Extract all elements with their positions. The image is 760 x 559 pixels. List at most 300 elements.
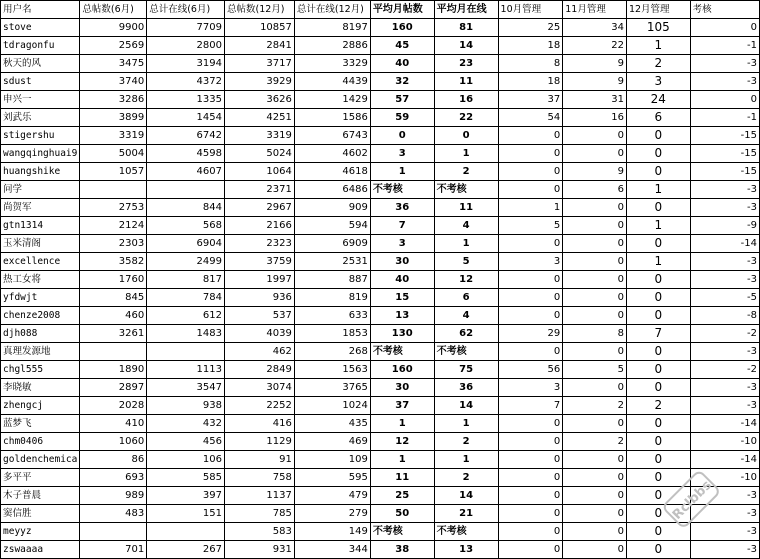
- cell-december-management[interactable]: 1: [626, 37, 690, 55]
- cell-avg-monthly-posts[interactable]: 160: [370, 361, 434, 379]
- cell-posts-june[interactable]: 693: [80, 469, 147, 487]
- cell-online-december[interactable]: 1563: [294, 361, 370, 379]
- cell-november-management[interactable]: 9: [563, 73, 627, 91]
- cell-posts-december[interactable]: 4251: [225, 109, 295, 127]
- cell-avg-monthly-posts[interactable]: 36: [370, 199, 434, 217]
- cell-avg-monthly-posts[interactable]: 不考核: [370, 523, 434, 541]
- cell-december-management[interactable]: 24: [626, 91, 690, 109]
- cell-avg-monthly-online[interactable]: 36: [434, 379, 498, 397]
- cell-online-june[interactable]: 151: [147, 505, 225, 523]
- cell-november-management[interactable]: 9: [563, 163, 627, 181]
- cell-october-management[interactable]: 29: [498, 325, 563, 343]
- cell-assessment[interactable]: -15: [690, 127, 759, 145]
- header-posts-december[interactable]: 总帖数(12月): [225, 1, 295, 19]
- cell-posts-december[interactable]: 2252: [225, 397, 295, 415]
- cell-posts-december[interactable]: 3074: [225, 379, 295, 397]
- cell-october-management[interactable]: 0: [498, 451, 563, 469]
- cell-october-management[interactable]: 0: [498, 505, 563, 523]
- cell-posts-june[interactable]: 3740: [80, 73, 147, 91]
- cell-avg-monthly-online[interactable]: 6: [434, 289, 498, 307]
- cell-avg-monthly-online[interactable]: 不考核: [434, 343, 498, 361]
- cell-online-june[interactable]: 938: [147, 397, 225, 415]
- cell-username[interactable]: 刘武乐: [1, 109, 80, 127]
- cell-posts-june[interactable]: 460: [80, 307, 147, 325]
- cell-avg-monthly-posts[interactable]: 160: [370, 19, 434, 37]
- cell-avg-monthly-posts[interactable]: 13: [370, 307, 434, 325]
- cell-december-management[interactable]: 0: [626, 505, 690, 523]
- header-assessment[interactable]: 考核: [690, 1, 759, 19]
- cell-posts-june[interactable]: 845: [80, 289, 147, 307]
- cell-posts-december[interactable]: 2849: [225, 361, 295, 379]
- cell-november-management[interactable]: 0: [563, 379, 627, 397]
- cell-posts-june[interactable]: 2897: [80, 379, 147, 397]
- cell-online-june[interactable]: 568: [147, 217, 225, 235]
- cell-posts-june[interactable]: 2753: [80, 199, 147, 217]
- cell-username[interactable]: chgl555: [1, 361, 80, 379]
- cell-posts-june[interactable]: 2303: [80, 235, 147, 253]
- cell-avg-monthly-online[interactable]: 23: [434, 55, 498, 73]
- cell-online-june[interactable]: 106: [147, 451, 225, 469]
- cell-assessment[interactable]: -8: [690, 307, 759, 325]
- cell-username[interactable]: djh088: [1, 325, 80, 343]
- cell-online-june[interactable]: 7709: [147, 19, 225, 37]
- cell-october-management[interactable]: 56: [498, 361, 563, 379]
- cell-avg-monthly-online[interactable]: 11: [434, 199, 498, 217]
- cell-posts-june[interactable]: [80, 343, 147, 361]
- cell-avg-monthly-posts[interactable]: 57: [370, 91, 434, 109]
- cell-october-management[interactable]: 0: [498, 271, 563, 289]
- cell-posts-december[interactable]: 91: [225, 451, 295, 469]
- cell-online-june[interactable]: 456: [147, 433, 225, 451]
- cell-assessment[interactable]: -3: [690, 379, 759, 397]
- cell-december-management[interactable]: 0: [626, 433, 690, 451]
- cell-december-management[interactable]: 0: [626, 469, 690, 487]
- cell-october-management[interactable]: 5: [498, 217, 563, 235]
- cell-online-december[interactable]: 344: [294, 541, 370, 559]
- cell-avg-monthly-online[interactable]: 12: [434, 271, 498, 289]
- cell-avg-monthly-online[interactable]: 1: [434, 235, 498, 253]
- cell-username[interactable]: 申兴一: [1, 91, 80, 109]
- cell-online-december[interactable]: 595: [294, 469, 370, 487]
- cell-posts-june[interactable]: 483: [80, 505, 147, 523]
- cell-avg-monthly-posts[interactable]: 25: [370, 487, 434, 505]
- cell-avg-monthly-online[interactable]: 81: [434, 19, 498, 37]
- cell-avg-monthly-posts[interactable]: 12: [370, 433, 434, 451]
- cell-online-june[interactable]: 432: [147, 415, 225, 433]
- cell-october-management[interactable]: 0: [498, 415, 563, 433]
- cell-assessment[interactable]: -1: [690, 37, 759, 55]
- cell-posts-june[interactable]: 9900: [80, 19, 147, 37]
- cell-november-management[interactable]: 5: [563, 361, 627, 379]
- header-november-management[interactable]: 11月管理: [563, 1, 627, 19]
- cell-online-december[interactable]: 3765: [294, 379, 370, 397]
- cell-posts-june[interactable]: 1890: [80, 361, 147, 379]
- cell-posts-june[interactable]: 1760: [80, 271, 147, 289]
- cell-posts-december[interactable]: 3626: [225, 91, 295, 109]
- cell-avg-monthly-posts[interactable]: 30: [370, 253, 434, 271]
- cell-october-management[interactable]: 0: [498, 469, 563, 487]
- cell-october-management[interactable]: 54: [498, 109, 563, 127]
- cell-november-management[interactable]: 8: [563, 325, 627, 343]
- cell-avg-monthly-online[interactable]: 14: [434, 397, 498, 415]
- cell-online-june[interactable]: 1113: [147, 361, 225, 379]
- cell-username[interactable]: tdragonfu: [1, 37, 80, 55]
- cell-assessment[interactable]: -3: [690, 271, 759, 289]
- cell-posts-june[interactable]: 410: [80, 415, 147, 433]
- cell-online-december[interactable]: 479: [294, 487, 370, 505]
- cell-posts-june[interactable]: 86: [80, 451, 147, 469]
- cell-posts-june[interactable]: 2028: [80, 397, 147, 415]
- cell-avg-monthly-online[interactable]: 1: [434, 451, 498, 469]
- cell-avg-monthly-online[interactable]: 11: [434, 73, 498, 91]
- cell-november-management[interactable]: 0: [563, 127, 627, 145]
- cell-assessment[interactable]: -5: [690, 289, 759, 307]
- cell-avg-monthly-posts[interactable]: 1: [370, 415, 434, 433]
- cell-october-management[interactable]: 18: [498, 73, 563, 91]
- cell-online-june[interactable]: 844: [147, 199, 225, 217]
- cell-username[interactable]: chm0406: [1, 433, 80, 451]
- header-december-management[interactable]: 12月管理: [626, 1, 690, 19]
- cell-username[interactable]: huangshike: [1, 163, 80, 181]
- cell-online-june[interactable]: [147, 523, 225, 541]
- cell-online-december[interactable]: 8197: [294, 19, 370, 37]
- cell-online-december[interactable]: 149: [294, 523, 370, 541]
- cell-december-management[interactable]: 0: [626, 379, 690, 397]
- cell-online-june[interactable]: 784: [147, 289, 225, 307]
- cell-username[interactable]: 真理发源地: [1, 343, 80, 361]
- cell-online-december[interactable]: 435: [294, 415, 370, 433]
- cell-online-june[interactable]: 1454: [147, 109, 225, 127]
- cell-november-management[interactable]: 0: [563, 541, 627, 559]
- cell-assessment[interactable]: 0: [690, 91, 759, 109]
- cell-online-december[interactable]: 1586: [294, 109, 370, 127]
- cell-online-june[interactable]: 4598: [147, 145, 225, 163]
- cell-october-management[interactable]: 0: [498, 127, 563, 145]
- cell-avg-monthly-posts[interactable]: 130: [370, 325, 434, 343]
- cell-online-june[interactable]: 612: [147, 307, 225, 325]
- cell-posts-june[interactable]: 3475: [80, 55, 147, 73]
- cell-avg-monthly-online[interactable]: 62: [434, 325, 498, 343]
- cell-october-management[interactable]: 0: [498, 487, 563, 505]
- header-username[interactable]: 用户名: [1, 1, 80, 19]
- cell-assessment[interactable]: -3: [690, 253, 759, 271]
- cell-november-management[interactable]: 31: [563, 91, 627, 109]
- cell-avg-monthly-posts[interactable]: 32: [370, 73, 434, 91]
- cell-online-june[interactable]: 397: [147, 487, 225, 505]
- cell-december-management[interactable]: 0: [626, 523, 690, 541]
- cell-avg-monthly-posts[interactable]: 37: [370, 397, 434, 415]
- cell-assessment[interactable]: -3: [690, 397, 759, 415]
- cell-avg-monthly-online[interactable]: 4: [434, 307, 498, 325]
- cell-assessment[interactable]: -3: [690, 181, 759, 199]
- cell-online-june[interactable]: 3194: [147, 55, 225, 73]
- header-avg-monthly-online[interactable]: 平均月在线: [434, 1, 498, 19]
- cell-posts-december[interactable]: 462: [225, 343, 295, 361]
- cell-username[interactable]: stove: [1, 19, 80, 37]
- cell-posts-december[interactable]: 3759: [225, 253, 295, 271]
- cell-december-management[interactable]: 105: [626, 19, 690, 37]
- cell-december-management[interactable]: 0: [626, 307, 690, 325]
- cell-posts-december[interactable]: 2371: [225, 181, 295, 199]
- cell-november-management[interactable]: 0: [563, 271, 627, 289]
- cell-online-june[interactable]: 2800: [147, 37, 225, 55]
- cell-username[interactable]: excellence: [1, 253, 80, 271]
- cell-november-management[interactable]: 0: [563, 307, 627, 325]
- cell-december-management[interactable]: 3: [626, 73, 690, 91]
- cell-assessment[interactable]: -3: [690, 343, 759, 361]
- cell-november-management[interactable]: 0: [563, 253, 627, 271]
- cell-posts-december[interactable]: 931: [225, 541, 295, 559]
- cell-assessment[interactable]: -3: [690, 199, 759, 217]
- cell-december-management[interactable]: 1: [626, 253, 690, 271]
- cell-posts-june[interactable]: 5004: [80, 145, 147, 163]
- cell-assessment[interactable]: -3: [690, 523, 759, 541]
- cell-assessment[interactable]: -3: [690, 505, 759, 523]
- cell-avg-monthly-online[interactable]: 1: [434, 415, 498, 433]
- cell-username[interactable]: gtn1314: [1, 217, 80, 235]
- cell-october-management[interactable]: 0: [498, 541, 563, 559]
- cell-online-december[interactable]: 1429: [294, 91, 370, 109]
- cell-posts-june[interactable]: 701: [80, 541, 147, 559]
- cell-assessment[interactable]: 0: [690, 19, 759, 37]
- cell-october-management[interactable]: 37: [498, 91, 563, 109]
- cell-avg-monthly-posts[interactable]: 0: [370, 127, 434, 145]
- cell-online-december[interactable]: 2531: [294, 253, 370, 271]
- cell-avg-monthly-posts[interactable]: 1: [370, 163, 434, 181]
- cell-avg-monthly-posts[interactable]: 1: [370, 451, 434, 469]
- cell-assessment[interactable]: -14: [690, 235, 759, 253]
- cell-avg-monthly-posts[interactable]: 59: [370, 109, 434, 127]
- cell-december-management[interactable]: 0: [626, 127, 690, 145]
- cell-username[interactable]: sdust: [1, 73, 80, 91]
- cell-october-management[interactable]: 1: [498, 199, 563, 217]
- cell-username[interactable]: 玉米清阁: [1, 235, 80, 253]
- cell-online-december[interactable]: 268: [294, 343, 370, 361]
- cell-avg-monthly-online[interactable]: 2: [434, 163, 498, 181]
- cell-november-management[interactable]: 0: [563, 505, 627, 523]
- cell-november-management[interactable]: 0: [563, 289, 627, 307]
- cell-december-management[interactable]: 0: [626, 487, 690, 505]
- cell-posts-june[interactable]: 1060: [80, 433, 147, 451]
- cell-avg-monthly-online[interactable]: 不考核: [434, 181, 498, 199]
- cell-online-december[interactable]: 6909: [294, 235, 370, 253]
- cell-avg-monthly-posts[interactable]: 15: [370, 289, 434, 307]
- cell-december-management[interactable]: 1: [626, 181, 690, 199]
- cell-december-management[interactable]: 0: [626, 271, 690, 289]
- cell-october-management[interactable]: 0: [498, 343, 563, 361]
- cell-avg-monthly-online[interactable]: 2: [434, 433, 498, 451]
- cell-posts-december[interactable]: 583: [225, 523, 295, 541]
- cell-november-management[interactable]: 2: [563, 397, 627, 415]
- cell-avg-monthly-posts[interactable]: 11: [370, 469, 434, 487]
- cell-avg-monthly-posts[interactable]: 不考核: [370, 181, 434, 199]
- cell-november-management[interactable]: 34: [563, 19, 627, 37]
- cell-october-management[interactable]: 0: [498, 145, 563, 163]
- cell-december-management[interactable]: 0: [626, 361, 690, 379]
- cell-username[interactable]: zhengcj: [1, 397, 80, 415]
- cell-online-june[interactable]: 6904: [147, 235, 225, 253]
- cell-posts-december[interactable]: 1137: [225, 487, 295, 505]
- cell-posts-december[interactable]: 1997: [225, 271, 295, 289]
- cell-posts-december[interactable]: 758: [225, 469, 295, 487]
- cell-avg-monthly-online[interactable]: 1: [434, 145, 498, 163]
- cell-username[interactable]: 多平平: [1, 469, 80, 487]
- header-posts-june[interactable]: 总帖数(6月): [80, 1, 147, 19]
- cell-assessment[interactable]: -15: [690, 145, 759, 163]
- cell-assessment[interactable]: -3: [690, 541, 759, 559]
- cell-assessment[interactable]: -14: [690, 415, 759, 433]
- cell-posts-june[interactable]: 3899: [80, 109, 147, 127]
- cell-december-management[interactable]: 7: [626, 325, 690, 343]
- cell-username[interactable]: 秋天的风: [1, 55, 80, 73]
- cell-october-management[interactable]: 0: [498, 523, 563, 541]
- cell-posts-december[interactable]: 3319: [225, 127, 295, 145]
- cell-october-management[interactable]: 0: [498, 163, 563, 181]
- cell-online-december[interactable]: 1853: [294, 325, 370, 343]
- cell-online-december[interactable]: 6486: [294, 181, 370, 199]
- cell-october-management[interactable]: 0: [498, 433, 563, 451]
- cell-november-management[interactable]: 0: [563, 343, 627, 361]
- cell-posts-december[interactable]: 2166: [225, 217, 295, 235]
- header-online-june[interactable]: 总计在线(6月): [147, 1, 225, 19]
- cell-avg-monthly-online[interactable]: 2: [434, 469, 498, 487]
- cell-november-management[interactable]: 22: [563, 37, 627, 55]
- cell-december-management[interactable]: 0: [626, 451, 690, 469]
- header-october-management[interactable]: 10月管理: [498, 1, 563, 19]
- cell-posts-december[interactable]: 4039: [225, 325, 295, 343]
- cell-online-december[interactable]: 469: [294, 433, 370, 451]
- cell-username[interactable]: meyyz: [1, 523, 80, 541]
- cell-username[interactable]: 李晓敏: [1, 379, 80, 397]
- cell-posts-june[interactable]: [80, 181, 147, 199]
- cell-username[interactable]: 问学: [1, 181, 80, 199]
- cell-online-december[interactable]: 819: [294, 289, 370, 307]
- cell-username[interactable]: wangqinghuai9: [1, 145, 80, 163]
- cell-assessment[interactable]: -14: [690, 451, 759, 469]
- cell-assessment[interactable]: -2: [690, 361, 759, 379]
- cell-posts-december[interactable]: 785: [225, 505, 295, 523]
- cell-november-management[interactable]: 9: [563, 55, 627, 73]
- cell-posts-december[interactable]: 3717: [225, 55, 295, 73]
- cell-online-june[interactable]: 585: [147, 469, 225, 487]
- cell-online-december[interactable]: 3329: [294, 55, 370, 73]
- header-avg-monthly-posts[interactable]: 平均月帖数: [370, 1, 434, 19]
- cell-avg-monthly-online[interactable]: 不考核: [434, 523, 498, 541]
- cell-online-june[interactable]: 817: [147, 271, 225, 289]
- cell-avg-monthly-posts[interactable]: 40: [370, 55, 434, 73]
- cell-assessment[interactable]: -1: [690, 109, 759, 127]
- cell-posts-december[interactable]: 5024: [225, 145, 295, 163]
- cell-avg-monthly-online[interactable]: 0: [434, 127, 498, 145]
- cell-october-management[interactable]: 7: [498, 397, 563, 415]
- cell-posts-december[interactable]: 2967: [225, 199, 295, 217]
- cell-posts-june[interactable]: 989: [80, 487, 147, 505]
- cell-online-december[interactable]: 4602: [294, 145, 370, 163]
- cell-posts-december[interactable]: 10857: [225, 19, 295, 37]
- cell-avg-monthly-posts[interactable]: 7: [370, 217, 434, 235]
- cell-october-management[interactable]: 3: [498, 253, 563, 271]
- cell-december-management[interactable]: 0: [626, 541, 690, 559]
- cell-october-management[interactable]: 0: [498, 289, 563, 307]
- cell-assessment[interactable]: -2: [690, 325, 759, 343]
- cell-online-december[interactable]: 6743: [294, 127, 370, 145]
- cell-online-december[interactable]: 633: [294, 307, 370, 325]
- cell-posts-december[interactable]: 1064: [225, 163, 295, 181]
- cell-username[interactable]: 窦信胜: [1, 505, 80, 523]
- cell-avg-monthly-online[interactable]: 75: [434, 361, 498, 379]
- cell-avg-monthly-posts[interactable]: 50: [370, 505, 434, 523]
- cell-avg-monthly-online[interactable]: 4: [434, 217, 498, 235]
- cell-december-management[interactable]: 0: [626, 415, 690, 433]
- cell-posts-june[interactable]: 3261: [80, 325, 147, 343]
- cell-avg-monthly-online[interactable]: 5: [434, 253, 498, 271]
- cell-november-management[interactable]: 0: [563, 487, 627, 505]
- cell-username[interactable]: goldenchemica: [1, 451, 80, 469]
- cell-november-management[interactable]: 0: [563, 415, 627, 433]
- cell-username[interactable]: yfdwjt: [1, 289, 80, 307]
- cell-november-management[interactable]: 2: [563, 433, 627, 451]
- cell-october-management[interactable]: 25: [498, 19, 563, 37]
- cell-posts-june[interactable]: 2124: [80, 217, 147, 235]
- cell-november-management[interactable]: 0: [563, 523, 627, 541]
- cell-posts-december[interactable]: 2841: [225, 37, 295, 55]
- cell-username[interactable]: stigershu: [1, 127, 80, 145]
- cell-november-management[interactable]: 0: [563, 199, 627, 217]
- cell-username[interactable]: 热工女将: [1, 271, 80, 289]
- cell-online-december[interactable]: 109: [294, 451, 370, 469]
- cell-username[interactable]: 木子普晨: [1, 487, 80, 505]
- cell-december-management[interactable]: 2: [626, 397, 690, 415]
- cell-december-management[interactable]: 0: [626, 289, 690, 307]
- cell-assessment[interactable]: -3: [690, 487, 759, 505]
- cell-online-december[interactable]: 279: [294, 505, 370, 523]
- cell-online-june[interactable]: 1335: [147, 91, 225, 109]
- header-online-december[interactable]: 总计在线(12月): [294, 1, 370, 19]
- cell-november-management[interactable]: 0: [563, 451, 627, 469]
- cell-assessment[interactable]: -15: [690, 163, 759, 181]
- cell-avg-monthly-online[interactable]: 13: [434, 541, 498, 559]
- cell-online-december[interactable]: 4439: [294, 73, 370, 91]
- cell-online-june[interactable]: 2499: [147, 253, 225, 271]
- cell-november-management[interactable]: 16: [563, 109, 627, 127]
- cell-november-management[interactable]: 0: [563, 217, 627, 235]
- cell-online-june[interactable]: 4372: [147, 73, 225, 91]
- cell-online-june[interactable]: 1483: [147, 325, 225, 343]
- cell-avg-monthly-posts[interactable]: 不考核: [370, 343, 434, 361]
- cell-online-december[interactable]: 2886: [294, 37, 370, 55]
- cell-online-june[interactable]: [147, 181, 225, 199]
- cell-online-june[interactable]: 3547: [147, 379, 225, 397]
- cell-avg-monthly-online[interactable]: 16: [434, 91, 498, 109]
- cell-posts-december[interactable]: 3929: [225, 73, 295, 91]
- cell-october-management[interactable]: 3: [498, 379, 563, 397]
- cell-december-management[interactable]: 0: [626, 343, 690, 361]
- cell-posts-june[interactable]: 1057: [80, 163, 147, 181]
- cell-assessment[interactable]: -3: [690, 73, 759, 91]
- cell-online-december[interactable]: 594: [294, 217, 370, 235]
- cell-online-june[interactable]: 4607: [147, 163, 225, 181]
- cell-online-june[interactable]: 6742: [147, 127, 225, 145]
- cell-assessment[interactable]: -10: [690, 433, 759, 451]
- cell-december-management[interactable]: 0: [626, 199, 690, 217]
- cell-october-management[interactable]: 0: [498, 307, 563, 325]
- cell-avg-monthly-posts[interactable]: 38: [370, 541, 434, 559]
- cell-posts-june[interactable]: [80, 523, 147, 541]
- cell-posts-june[interactable]: 3319: [80, 127, 147, 145]
- cell-posts-december[interactable]: 537: [225, 307, 295, 325]
- cell-december-management[interactable]: 0: [626, 145, 690, 163]
- cell-assessment[interactable]: -10: [690, 469, 759, 487]
